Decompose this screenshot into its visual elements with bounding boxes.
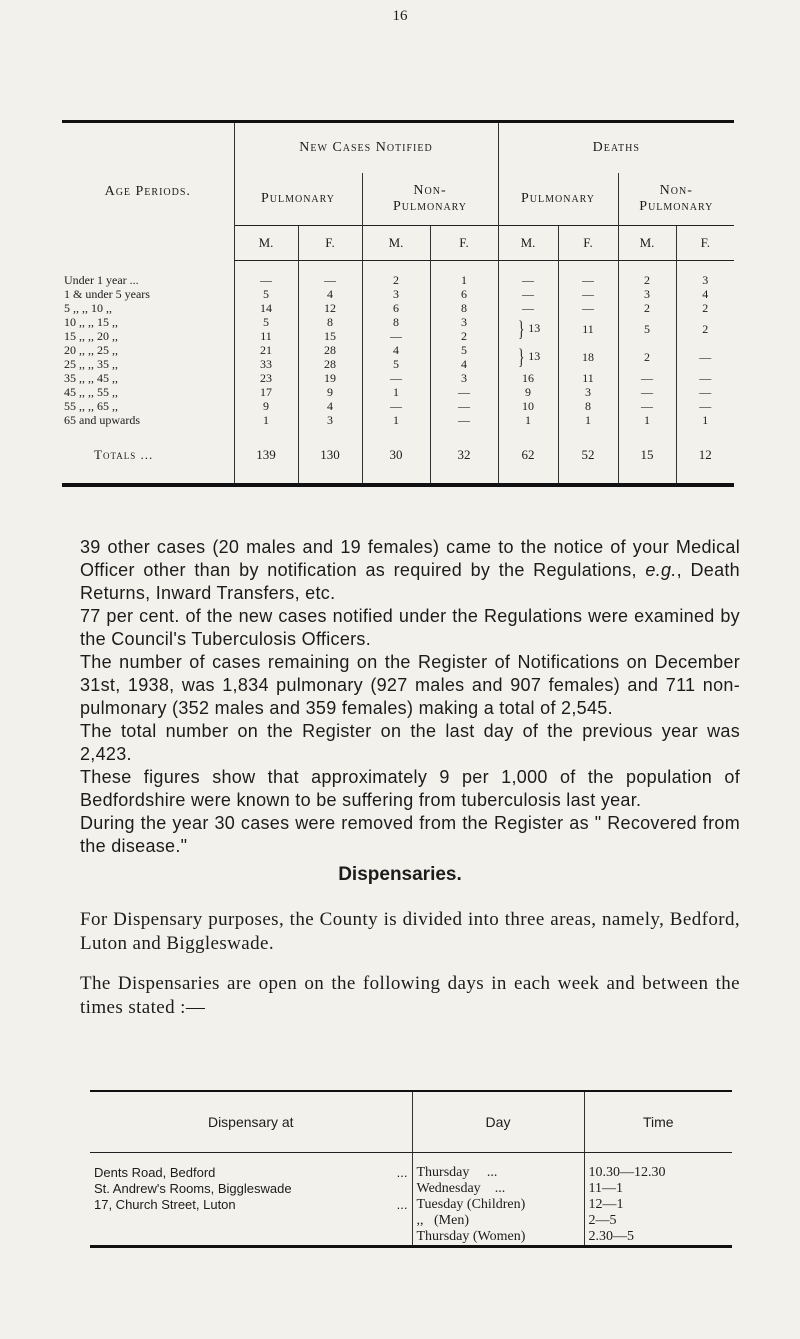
table-row: 20 ,, ,, 25 ,, 21 28 4 5 } 13 18 2 —: [62, 343, 734, 357]
table-row: Thursday (Women) 2.30—5: [90, 1229, 732, 1247]
totals-row: Totals ... 139 130 30 32 62 52 15 12: [62, 427, 734, 485]
table-row: Dents Road, Bedford ... Thursday ... 10.30—12.30: [90, 1153, 732, 1182]
nc-pulmonary-header: Pulmonary: [234, 173, 362, 226]
paragraph: 39 other cases (20 males and 19 females) came to the notice of your Medical Officer other than by notification as required by the Regulations, e.g., Death Returns, Inward Transfers, etc.: [80, 537, 740, 603]
d-non-pulmonary-header: Non- Pulmonary: [618, 173, 734, 226]
table-row: 55 ,, ,, 65 ,, 9 4 — — 10 8 — —: [62, 399, 734, 413]
dispensary-at-header: Dispensary at: [90, 1091, 412, 1153]
d-pulmonary-header: Pulmonary: [498, 173, 618, 226]
table-row: 25 ,, ,, 35 ,, 33 28 5 4: [62, 357, 734, 371]
table-row: St. Andrew's Rooms, Biggleswade Wednesday ... 11—1: [90, 1181, 732, 1197]
table-row: 17, Church Street, Luton ... Tuesday (Children) 12—1: [90, 1197, 732, 1213]
female-header: F.: [676, 226, 734, 261]
page-number: 16: [392, 8, 408, 24]
new-cases-header: New Cases Notified: [234, 122, 498, 174]
female-header: F.: [430, 226, 498, 261]
paragraph: These figures show that approximately 9 per 1,000 of the population of Bedfordshire were known to be suffering from tuberculosis last year.: [80, 767, 740, 810]
male-header: M.: [362, 226, 430, 261]
male-header: M.: [234, 226, 298, 261]
paragraph: 77 per cent. of the new cases notified under the Regulations were examined by the Council's Tuberculosis Officers.: [80, 606, 740, 649]
table-row: Under 1 year ... — — 2 1 — — 2 3: [62, 273, 734, 287]
female-header: F.: [558, 226, 618, 261]
female-header: F.: [298, 226, 362, 261]
deaths-header: Deaths: [498, 122, 734, 174]
table-row: 35 ,, ,, 45 ,, 23 19 — 3 16 11 — —: [62, 371, 734, 385]
table-row: 15 ,, ,, 20 ,, 11 15 — 2: [62, 329, 734, 343]
dispensaries-heading: Dispensaries.: [338, 864, 462, 885]
table-row: 5 ,, ,, 10 ,, 14 12 6 8 — — 2 2: [62, 301, 734, 315]
table-row: 65 and upwards 1 3 1 — 1 1 1 1: [62, 413, 734, 427]
bracket-icon: }: [517, 344, 525, 369]
age-periods-header: Age Periods.: [104, 183, 191, 199]
paragraph: The number of cases remaining on the Register of Notifications on December 31st, 1938, was 1,834 pulmonary (927 males and 907 females) and 711 non-pulmonary (352 males and 359 females) making a total of 2,545.: [80, 652, 740, 718]
table-row: 1 & under 5 years 5 4 3 6 — — 3 4: [62, 287, 734, 301]
male-header: M.: [618, 226, 676, 261]
dispensary-paragraphs: [80, 908, 740, 1036]
notification-paragraphs: [80, 536, 740, 858]
paragraph: For Dispensary purposes, the County is divided into three areas, namely, Bedford, Luton and Biggleswade.: [80, 909, 740, 954]
paragraph: During the year 30 cases were removed from the Register as " Recovered from the disease.": [80, 813, 740, 856]
nc-non-pulmonary-header: Non- Pulmonary: [362, 173, 498, 226]
male-header: M.: [498, 226, 558, 261]
notifications-table: [62, 120, 734, 487]
totals-label: Totals ...: [94, 447, 154, 462]
dispensary-table: [90, 1090, 732, 1248]
time-header: Time: [584, 1091, 732, 1153]
table-row: 45 ,, ,, 55 ,, 17 9 1 — 9 3 — —: [62, 385, 734, 399]
bracket-icon: }: [517, 316, 525, 341]
paragraph: The total number on the Register on the last day of the previous year was 2,423.: [80, 721, 740, 764]
paragraph: The Dispensaries are open on the following days in each week and between the times stated :—: [80, 973, 740, 1018]
table-row: 10 ,, ,, 15 ,, 5 8 8 3 } 13 11 5 2: [62, 315, 734, 329]
table-row: ,, (Men) 2—5: [90, 1213, 732, 1229]
day-header: Day: [412, 1091, 584, 1153]
